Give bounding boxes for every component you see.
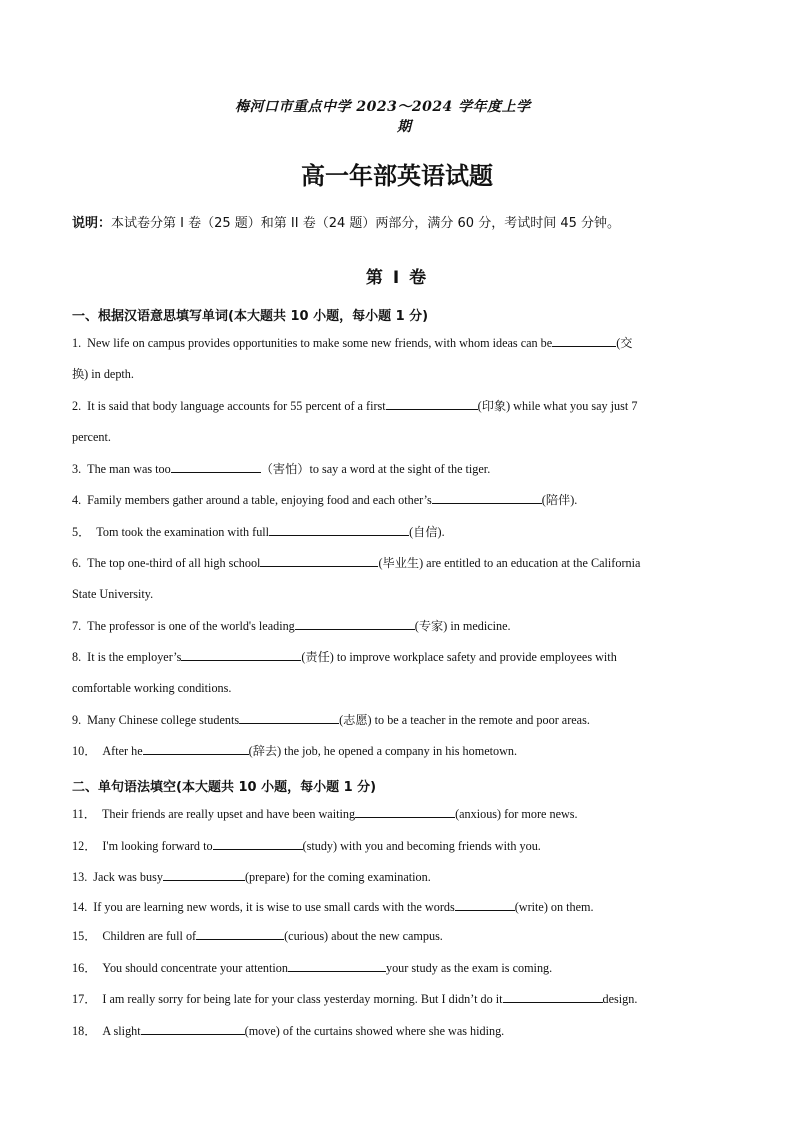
question-hint: (write) on them. <box>514 900 594 914</box>
answer-blank[interactable] <box>432 491 542 504</box>
question-number: 18． <box>72 1024 97 1038</box>
instructions-text: 本试卷分第 I 卷（25 题）和第 II 卷（24 题）两部分，满分 60 分，考试时间 45 分钟。 <box>111 216 621 231</box>
question-text: It is the employer’s <box>87 650 182 664</box>
school-line-1: 梅河口市重点中学 2023～2024 学年度上学 <box>235 99 531 115</box>
question-number: 14. <box>72 900 88 914</box>
question-item <box>72 736 732 767</box>
answer-blank[interactable] <box>552 334 616 347</box>
question-hint: (专家) in medicine. <box>414 619 511 633</box>
question-number: 11． <box>72 807 96 821</box>
question-hint: (自信). <box>409 525 445 539</box>
question-item <box>72 391 732 453</box>
section-2-heading: 二、单句语法填空(本大题共 10 小题，每小题 1 分) <box>72 780 377 795</box>
question-text: Many Chinese college students <box>87 713 240 727</box>
question-item <box>72 485 732 516</box>
question-item <box>72 799 732 830</box>
school-name <box>235 97 595 137</box>
question-continuation: 换) in depth. <box>72 367 134 381</box>
answer-blank[interactable] <box>269 523 409 536</box>
question-number: 3. <box>72 462 82 476</box>
question-item <box>72 862 732 893</box>
question-number: 1. <box>72 336 82 350</box>
question-hint: (辞去) the job, he opened a company in his hometown. <box>248 744 518 758</box>
question-number: 2. <box>72 399 82 413</box>
answer-blank[interactable] <box>355 805 455 818</box>
question-number: 4. <box>72 493 82 507</box>
question-text: The top one-third of all high school <box>87 556 261 570</box>
question-hint: your study as the exam is coming. <box>385 961 553 975</box>
question-text: I am really sorry for being late for your class yesterday morning. But I didn’t do it <box>102 992 503 1006</box>
question-item <box>72 642 732 704</box>
question-number: 13. <box>72 870 88 884</box>
question-number: 17． <box>72 992 97 1006</box>
question-number: 8. <box>72 650 82 664</box>
question-item <box>72 831 732 862</box>
question-item <box>72 892 732 923</box>
school-line-2: 期 <box>397 119 412 135</box>
question-text: Tom took the examination with full <box>96 525 270 539</box>
volume-heading: 第 I 卷 <box>365 268 429 288</box>
answer-blank[interactable] <box>239 711 339 724</box>
question-text: The professor is one of the world's leading <box>87 619 295 633</box>
question-hint: (志愿) to be a teacher in the remote and poor areas. <box>339 713 590 727</box>
question-hint: (陪伴). <box>541 493 578 507</box>
question-hint: (责任) to improve workplace safety and provide employees with <box>301 650 617 664</box>
question-text: If you are learning new words, it is wise to use small cards with the words <box>93 900 455 914</box>
answer-blank[interactable] <box>455 898 515 911</box>
question-text: A slight <box>102 1024 141 1038</box>
instructions-label: 说明： <box>72 216 112 231</box>
question-continuation: percent. <box>72 430 111 444</box>
question-hint: (study) with you and becoming friends with you. <box>302 839 541 853</box>
question-number: 7. <box>72 619 82 633</box>
answer-blank[interactable] <box>181 648 301 661</box>
question-text: You should concentrate your attention <box>102 961 288 975</box>
question-item <box>72 611 732 642</box>
question-continuation: comfortable working conditions. <box>72 681 232 695</box>
answer-blank[interactable] <box>163 868 245 881</box>
question-hint: (印象) while what you say just 7 <box>477 399 638 413</box>
question-number: 9. <box>72 713 82 727</box>
question-number: 6. <box>72 556 82 570</box>
answer-blank[interactable] <box>143 742 249 755</box>
question-item <box>72 517 732 548</box>
question-number: 15． <box>72 929 97 943</box>
question-number: 12． <box>72 839 97 853</box>
question-text: After he <box>102 744 143 758</box>
question-text: It is said that body language accounts for 55 percent of a first <box>87 399 386 413</box>
question-item <box>72 548 732 610</box>
answer-blank[interactable] <box>386 397 478 410</box>
question-text: Children are full of <box>102 929 197 943</box>
question-hint: design. <box>602 992 638 1006</box>
question-hint: (毕业生) are entitled to an education at the California <box>378 556 641 570</box>
question-text: I'm looking forward to <box>102 839 213 853</box>
answer-blank[interactable] <box>196 927 284 940</box>
question-hint: (move) of the curtains showed where she was hiding. <box>244 1024 505 1038</box>
answer-blank[interactable] <box>141 1022 245 1035</box>
question-item <box>72 1016 732 1047</box>
answer-blank[interactable] <box>171 460 261 473</box>
question-number: 5． <box>72 525 91 539</box>
section-1-heading: 一、根据汉语意思填写单词(本大题共 10 小题，每小题 1 分) <box>72 309 429 324</box>
question-text: Their friends are really upset and have been waiting <box>101 807 356 821</box>
question-number: 10． <box>72 744 97 758</box>
question-continuation: State University. <box>72 587 154 601</box>
question-hint: (prepare) for the coming examination. <box>244 870 431 884</box>
question-text: Family members gather around a table, enjoying food and each other’s <box>87 493 432 507</box>
question-hint: (curious) about the new campus. <box>284 929 443 943</box>
exam-instructions <box>72 212 732 231</box>
answer-blank[interactable] <box>503 990 603 1003</box>
question-item <box>72 921 732 952</box>
exam-title: 高一年部英语试题 <box>301 162 493 190</box>
question-text: The man was too <box>87 462 171 476</box>
answer-blank[interactable] <box>288 959 386 972</box>
answer-blank[interactable] <box>260 554 378 567</box>
question-item <box>72 953 732 984</box>
answer-blank[interactable] <box>213 837 303 850</box>
question-item <box>72 984 732 1015</box>
question-hint: (anxious) for more news. <box>455 807 578 821</box>
question-item <box>72 454 732 485</box>
question-hint: (交 <box>616 336 633 350</box>
question-item <box>72 705 732 736</box>
question-hint: （害怕）to say a word at the sight of the tiger. <box>260 462 491 476</box>
question-item <box>72 328 732 390</box>
question-number: 16． <box>72 961 97 975</box>
question-text: New life on campus provides opportunities to make some new friends, with whom ideas can be <box>87 336 553 350</box>
question-text: Jack was busy <box>93 870 163 884</box>
answer-blank[interactable] <box>295 617 415 630</box>
